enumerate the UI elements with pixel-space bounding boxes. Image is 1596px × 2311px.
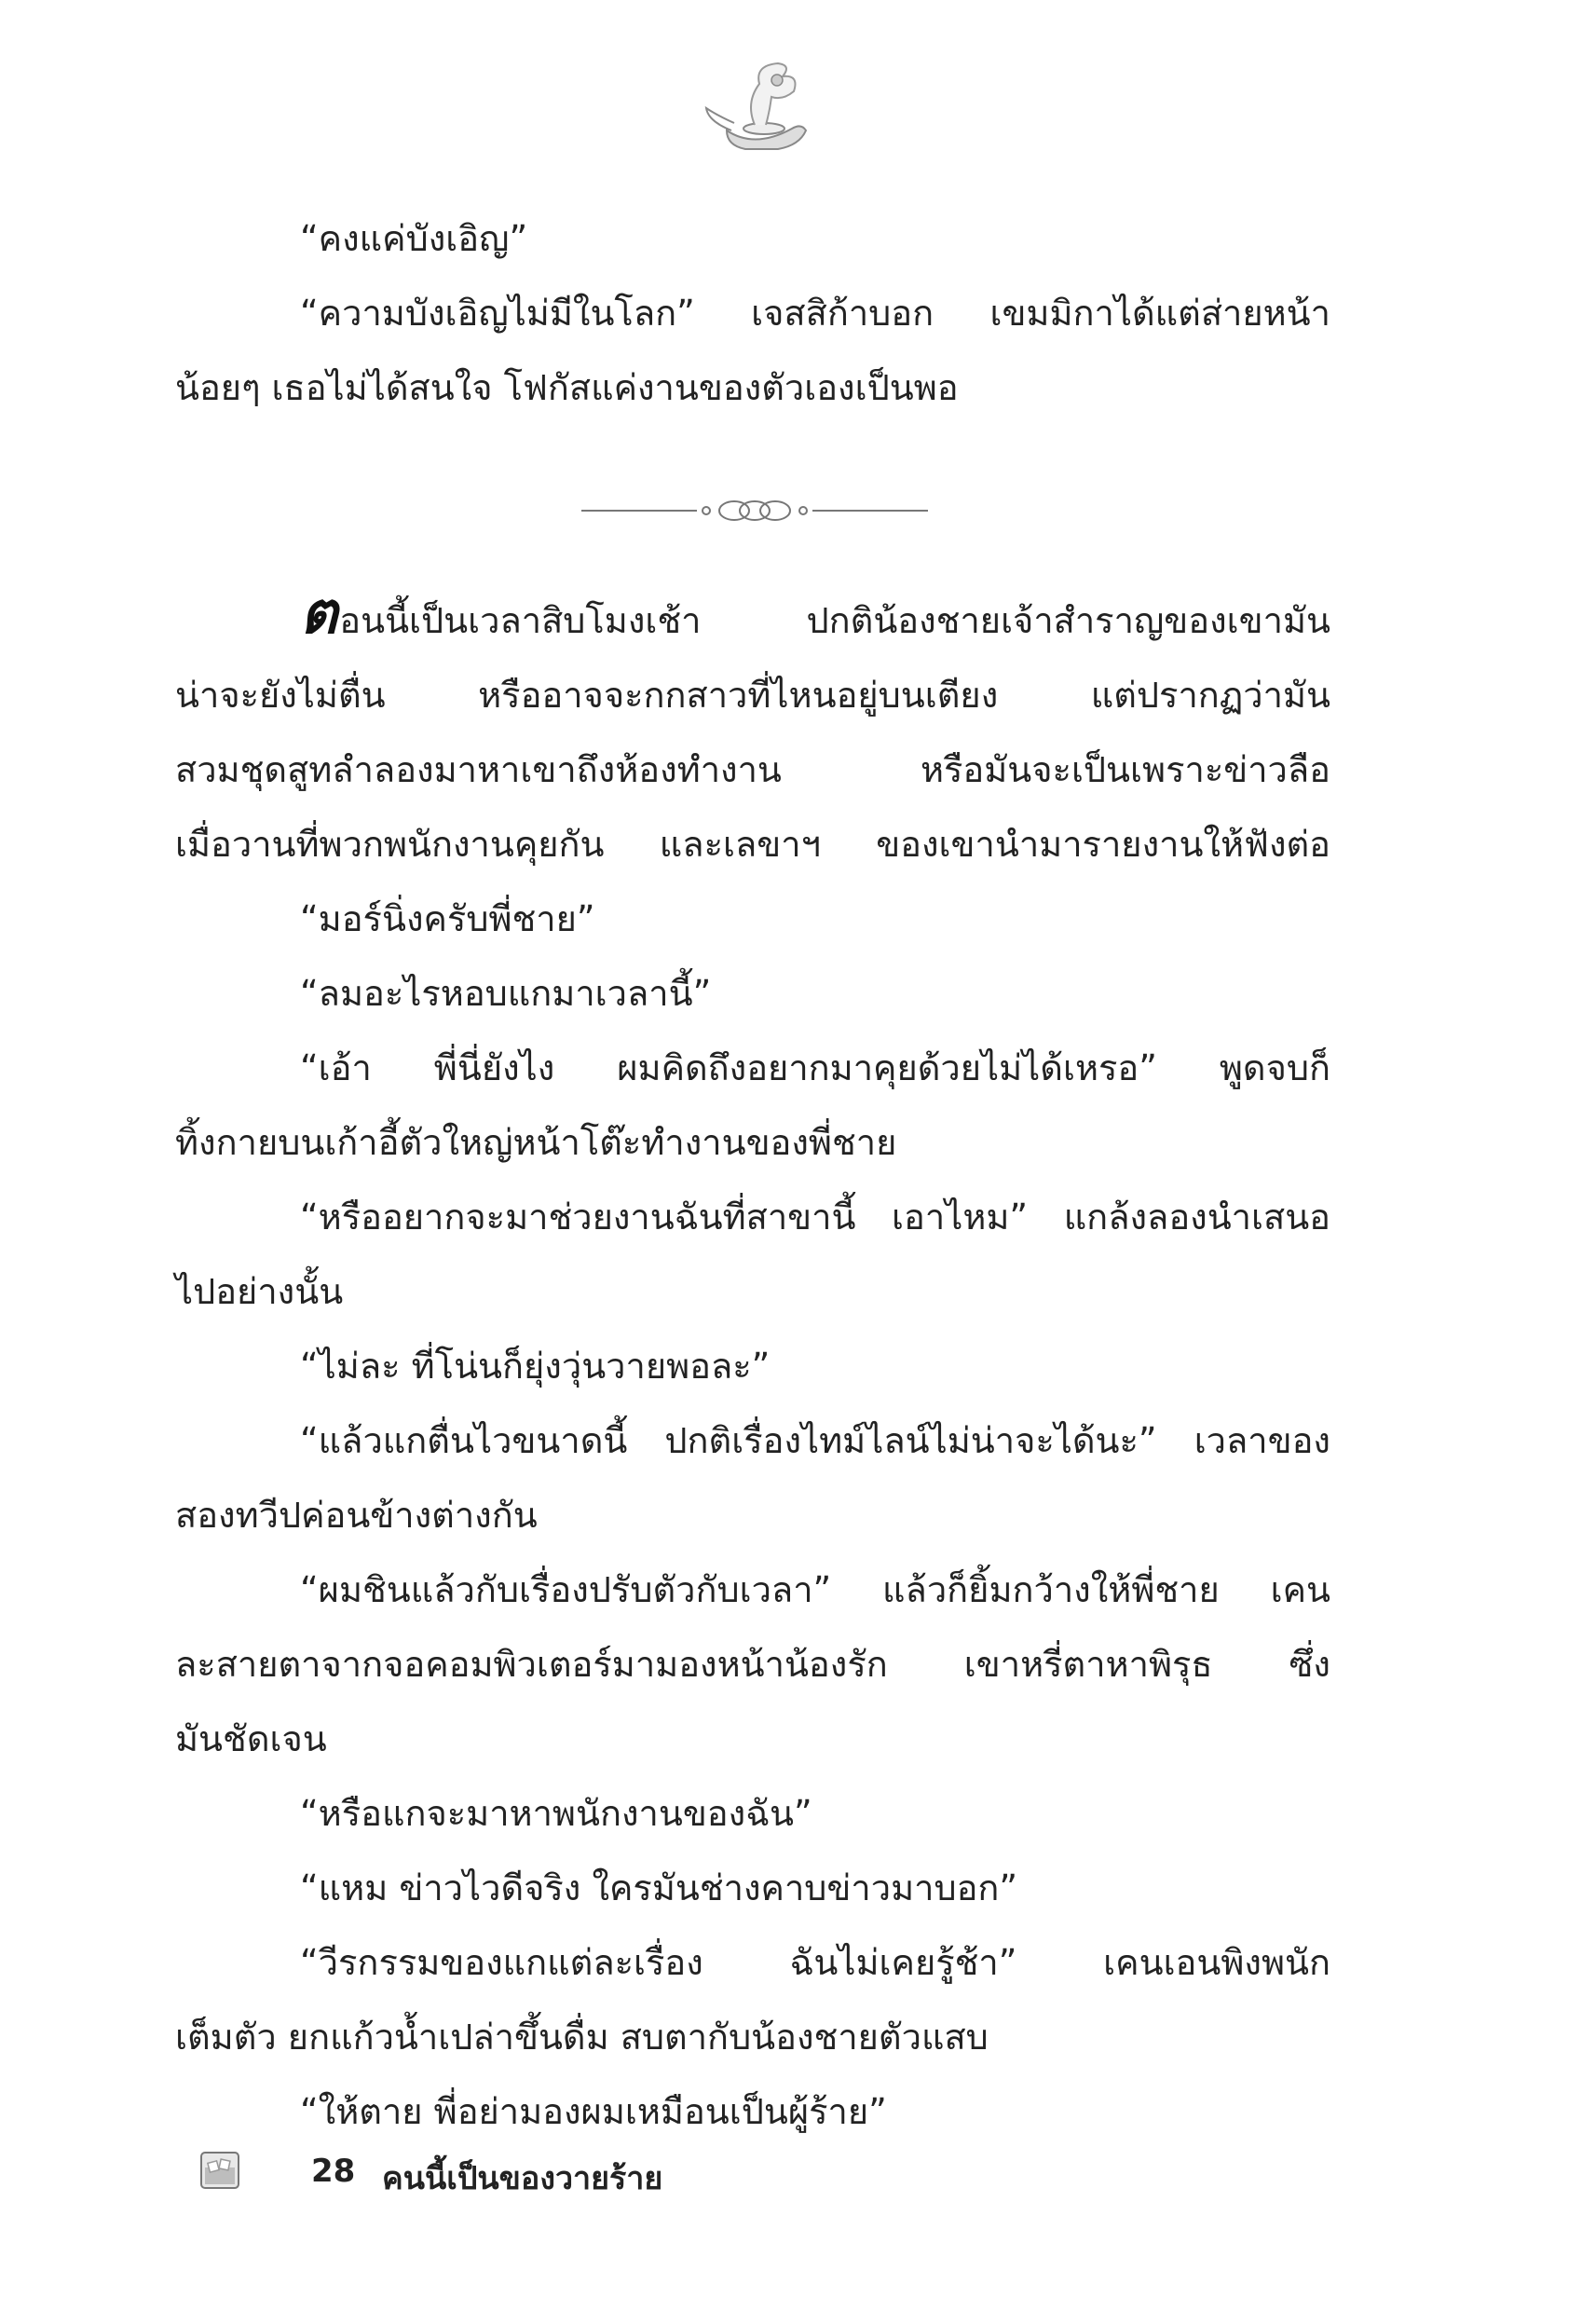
dialogue-line: “แหม ข่าวไวดีจริง ใครมันช่างคาบข่าวมาบอก” [300,1867,1018,1908]
paragraph-line: เมื่อวานที่พวกพนักงานคุยกัน และเลขาฯ ของเขานำมารายงานให้ฟังต่อ [175,824,1330,865]
paragraph-line: ทิ้งกายบนเก้าอี้ตัวใหญ่หน้าโต๊ะทำงานของพี่ชาย [175,1122,897,1163]
paragraph-line: สองทวีปค่อนข้างต่างกัน [175,1495,538,1536]
genie-lamp-icon [689,56,820,158]
paragraph-text: อนนี้เป็นเวลาสิบโมงเช้า ปกติน้องชายเจ้าสำราญของเขามัน [339,600,1330,641]
paragraph-line: ไปอย่างนั้น [175,1271,344,1312]
dialogue-line: “ผมชินแล้วกับเรื่องปรับตัวกับเวลา” แล้วก็ยิ้มกว้างให้พี่ชาย เคน [300,1569,1330,1610]
dialogue-line: “ลมอะไรหอบแกมาเวลานี้” [300,973,712,1014]
paragraph-line: “คงแค่บังเอิญ” [300,218,528,259]
dialogue-line: “วีรกรรมของแกแต่ละเรื่อง ฉันไม่เคยรู้ช้า” เคนเอนพิงพนัก [300,1942,1330,1983]
paragraph-first-line [300,579,1330,658]
dialogue-line: “ไม่ละ ที่โน่นก็ยุ่งวุ่นวายพอละ” [300,1346,771,1387]
knot-divider-icon [578,492,932,529]
page-footer [196,2143,848,2199]
book-title: คนนี้เป็นของวายร้าย [382,2160,663,2197]
paragraph-line: น่าจะยังไม่ตื่น หรืออาจจะกกสาวที่ไหนอยู่บนเตียง แต่ปรากฏว่ามัน [175,675,1330,716]
page-number: 28 [311,2153,356,2190]
dialogue-line: “เอ้า พี่นี่ยังไง ผมคิดถึงอยากมาคุยด้วยไม่ได้เหรอ” พูดจบก็ [300,1047,1330,1088]
paragraph-line: สวมชุดสูทลำลองมาหาเขาถึงห้องทำงาน หรือมันจะเป็นเพราะข่าวลือ [175,749,1330,790]
whisky-glass-icon [196,2143,244,2192]
drop-cap: ต [300,579,338,647]
paragraph-line: “ความบังเอิญไม่มีในโลก” เจสสิก้าบอก เขมมิกาได้แต่ส่ายหน้า [300,293,1330,334]
paragraph-line: มันชัดเจน [175,1718,327,1759]
dialogue-line: “หรือแกจะมาหาพนักงานของฉัน” [300,1793,812,1834]
dialogue-line: “ให้ตาย พี่อย่ามองผมเหมือนเป็นผู้ร้าย” [300,2091,887,2132]
paragraph-line: เต็มตัว ยกแก้วน้ำเปล่าขึ้นดื่ม สบตากับน้องชายตัวแสบ [175,2017,989,2058]
paragraph-line: น้อยๆ เธอไม่ได้สนใจ โฟกัสแค่งานของตัวเองเป็นพอ [175,367,959,408]
paragraph-line: ละสายตาจากจอคอมพิวเตอร์มามองหน้าน้องรัก เขาหรี่ตาหาพิรุธ ซึ่ง [175,1644,1330,1685]
dialogue-line: “มอร์นิ่งครับพี่ชาย” [300,898,595,939]
dialogue-line: “หรืออยากจะมาช่วยงานฉันที่สาขานี้ เอาไหม” แกล้งลองนำเสนอ [300,1197,1330,1238]
dialogue-line: “แล้วแกตื่นไวขนาดนี้ ปกติเรื่องไทม์ไลน์ไม่น่าจะได้นะ” เวลาของ [300,1420,1330,1461]
